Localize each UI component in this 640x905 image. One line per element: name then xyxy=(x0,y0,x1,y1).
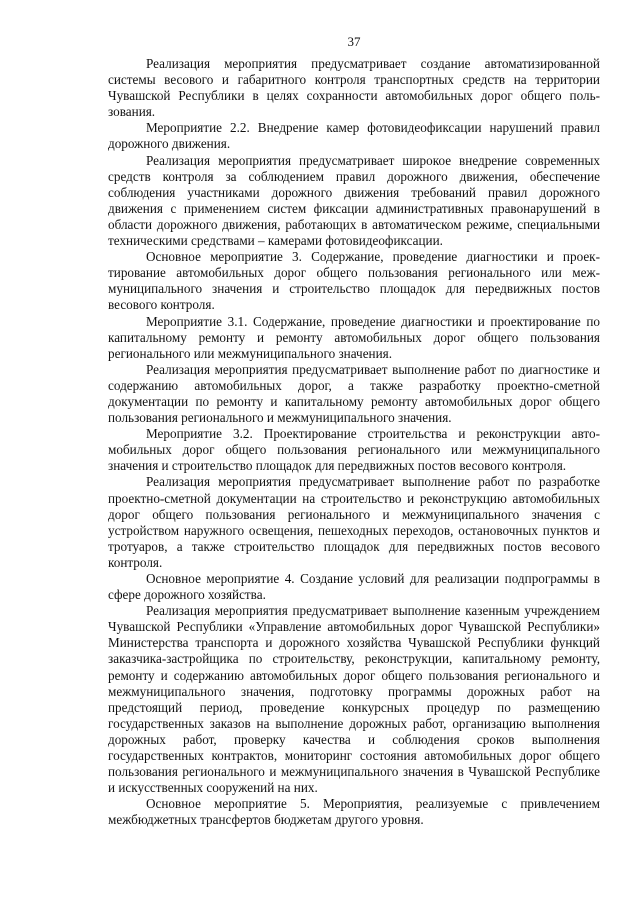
paragraph: Основное мероприятие 5. Мероприятия, реализуемые с привлечением межбюджетных трансфертов бюджетам другого уровня. xyxy=(108,796,600,828)
paragraph: Реализация мероприятия предусматривает широкое внедрение современных средств контроля за соблюдением правил дорожного движения, обеспечение соблюдения участниками дорожного движения требований правил дорожного движения с применением систем фиксации административных правонарушений в области дорожного движения, работающих в автоматическом режиме, специальными техническими средствами – камерами фотовидеофиксации. xyxy=(108,152,600,249)
paragraph: Реализация мероприятия предусматривает создание автоматизированной системы весового и габаритного контроля транспортных средств на территории Чувашской Республики в целях сохранности автомобильных дорог общего пользования. xyxy=(108,56,600,120)
paragraph: Основное мероприятие 4. Создание условий для реализации подпрограммы в сфере дорожного хозяйства. xyxy=(108,571,600,603)
paragraph: Реализация мероприятия предусматривает выполнение работ по диагностике и содержанию автомобильных дорог, а также разработку проектно-сметной документации по ремонту и капитальному ремонту автомобильных дорог общего пользования регионального и межмуниципального значения. xyxy=(108,361,600,426)
paragraph: Реализация мероприятия предусматривает выполнение казенным учреждением Чувашской Республики «Управление автомобильных дорог Чувашской Республики» Министерства транспорта и дорожного хозяйства Чувашской Республики функций заказчика-застройщика по строительству, реконструкции, капитальному ремонту, ремонту и содержанию автомобильных дорог общего пользования регионального и межмуниципального значения, подготовку программы дорожных работ на предстоящий период, проведение конкурсных процедур по размещению государственных заказов на выполнение дорожных работ, организацию выполнения дорожных работ, проверку качества и соблюдения сроков выполнения государственных контрактов, мониторинг состояния автомобильных дорог общего пользования регионального и межмуниципального значения в Чувашской Республике и искусственных сооружений на них. xyxy=(108,603,600,796)
page-number: 37 xyxy=(347,34,361,49)
paragraph: Основное мероприятие 3. Содержание, проведение диагностики и проектирование автомобильных дорог общего пользования регионального или межмуниципального значения и строительство площадок для передвижных постов весового контроля. xyxy=(108,249,600,313)
paragraph: Мероприятие 2.2. Внедрение камер фотовидеофиксации нарушений правил дорожного движения. xyxy=(108,120,600,152)
document-body xyxy=(108,56,600,829)
paragraph: Мероприятие 3.1. Содержание, проведение диагностики и проектирование по капитальному ремонту и ремонту автомобильных дорог общего пользования регионального или межмуниципального значения. xyxy=(108,313,600,361)
paragraph: Мероприятие 3.2. Проектирование строительства и реконструкции автомобильных дорог общего пользования регионального или межмуниципального значения и строительство площадок для передвижных постов весового контроля. xyxy=(108,426,600,474)
paragraph: Реализация мероприятия предусматривает выполнение работ по разработке проектно-сметной документации на строительство и реконструкцию автомобильных дорог общего пользования регионального и межмуниципального значения с устройством наружного освещения, пешеходных переходов, остановочных пунктов и тротуаров, а также строительство площадок для передвижных постов весового контроля. xyxy=(108,474,600,570)
